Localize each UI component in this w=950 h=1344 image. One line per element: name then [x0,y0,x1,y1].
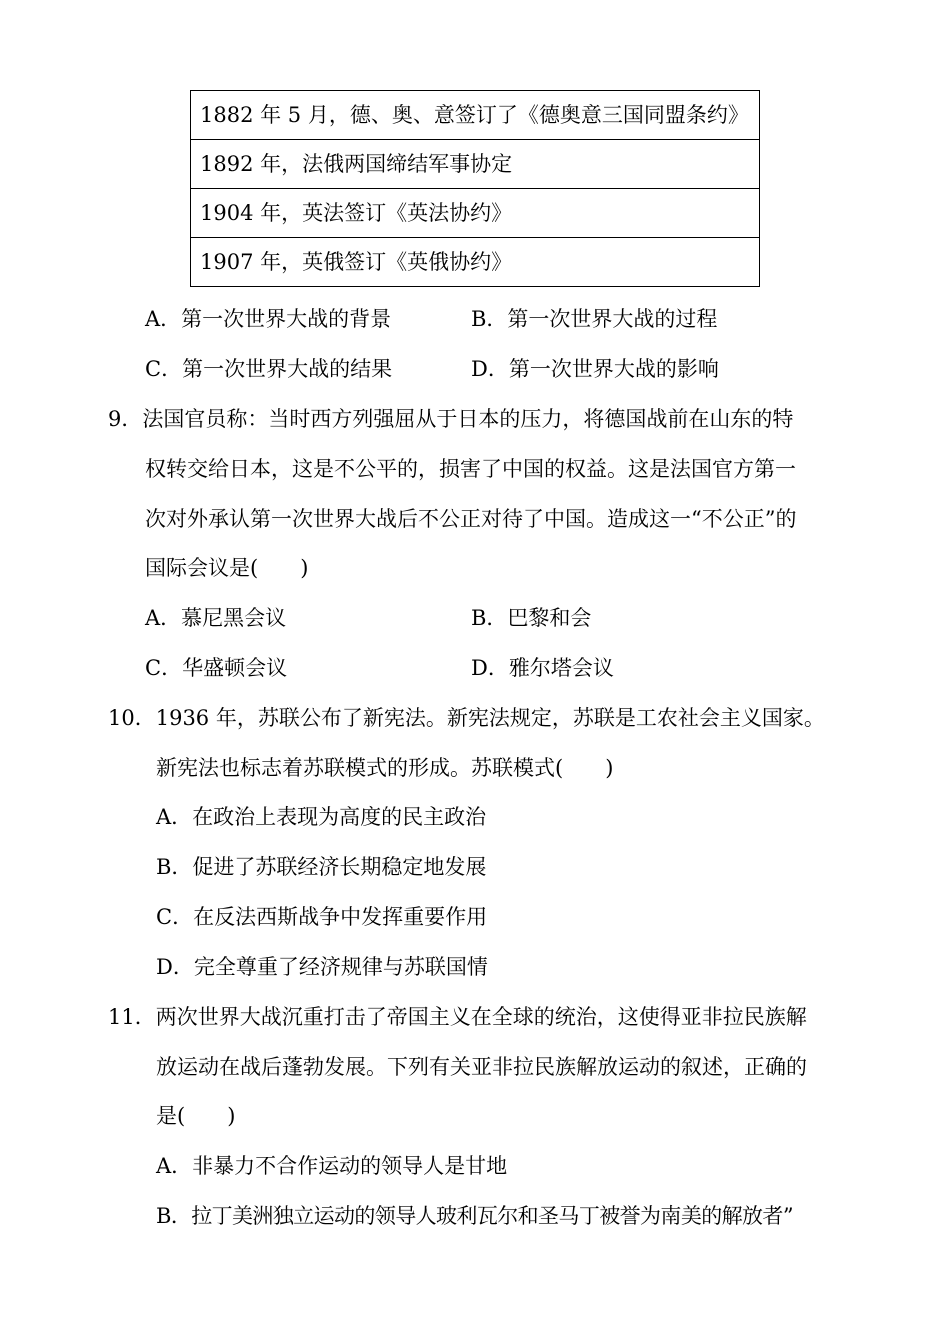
q11-option-a: A．非暴力不合作运动的领导人是甘地 [156,1154,508,1178]
table-row [191,140,760,189]
q9-option-d: D．雅尔塔会议 [471,656,614,680]
q11-stem-line: 是( ) [156,1104,236,1128]
q11-stem-line: 11．两次世界大战沉重打击了帝国主义在全球的统治，这使得亚非拉民族解 [108,1005,807,1029]
table-row [191,238,760,287]
treaty-table [190,90,760,287]
q9-option-a: A．慕尼黑会议 [145,606,287,630]
q9-option-b: B．巴黎和会 [471,606,592,630]
q10-stem-line: 新宪法也标志着苏联模式的形成。苏联模式( ) [156,756,614,780]
q9-stem-line: 次对外承认第一次世界大战后不公正对待了中国。造成这一“不公正”的 [145,507,797,531]
q8-option-d: D．第一次世界大战的影响 [471,357,719,381]
q10-option-d: D．完全尊重了经济规律与苏联国情 [156,955,488,979]
table-cell: 1882 年 5 月，德、奥、意签订了《德奥意三国同盟条约》 [191,91,760,140]
table-row [191,91,760,140]
table-cell: 1892 年，法俄两国缔结军事协定 [191,140,760,189]
q9-stem-line: 9．法国官员称：当时西方列强屈从于日本的压力，将德国战前在山东的特 [108,407,794,431]
q9-stem-line: 国际会议是( ) [145,556,309,580]
q10-option-b: B．促进了苏联经济长期稳定地发展 [156,855,487,879]
table-cell: 1907 年，英俄签订《英俄协约》 [191,238,760,287]
q11-option-b: B．拉丁美洲独立运动的领导人玻利瓦尔和圣马丁被誉为南美的解放者” [156,1204,793,1228]
q9-option-c: C．华盛顿会议 [145,656,288,680]
q8-option-a: A．第一次世界大战的背景 [145,307,392,331]
q11-stem-line: 放运动在战后蓬勃发展。下列有关亚非拉民族解放运动的叙述，正确的 [156,1055,807,1079]
q10-option-c: C．在反法西斯战争中发挥重要作用 [156,905,488,929]
q10-option-a: A．在政治上表现为高度的民主政治 [156,805,487,829]
q10-stem-line: 10．1936 年，苏联公布了新宪法。新宪法规定，苏联是工农社会主义国家。 [108,706,825,730]
table-row [191,189,760,238]
q9-stem-line: 权转交给日本，这是不公平的，损害了中国的权益。这是法国官方第一 [145,457,796,481]
table-cell: 1904 年，英法签订《英法协约》 [191,189,760,238]
q8-option-b: B．第一次世界大战的过程 [471,307,718,331]
q8-option-c: C．第一次世界大战的结果 [145,357,393,381]
